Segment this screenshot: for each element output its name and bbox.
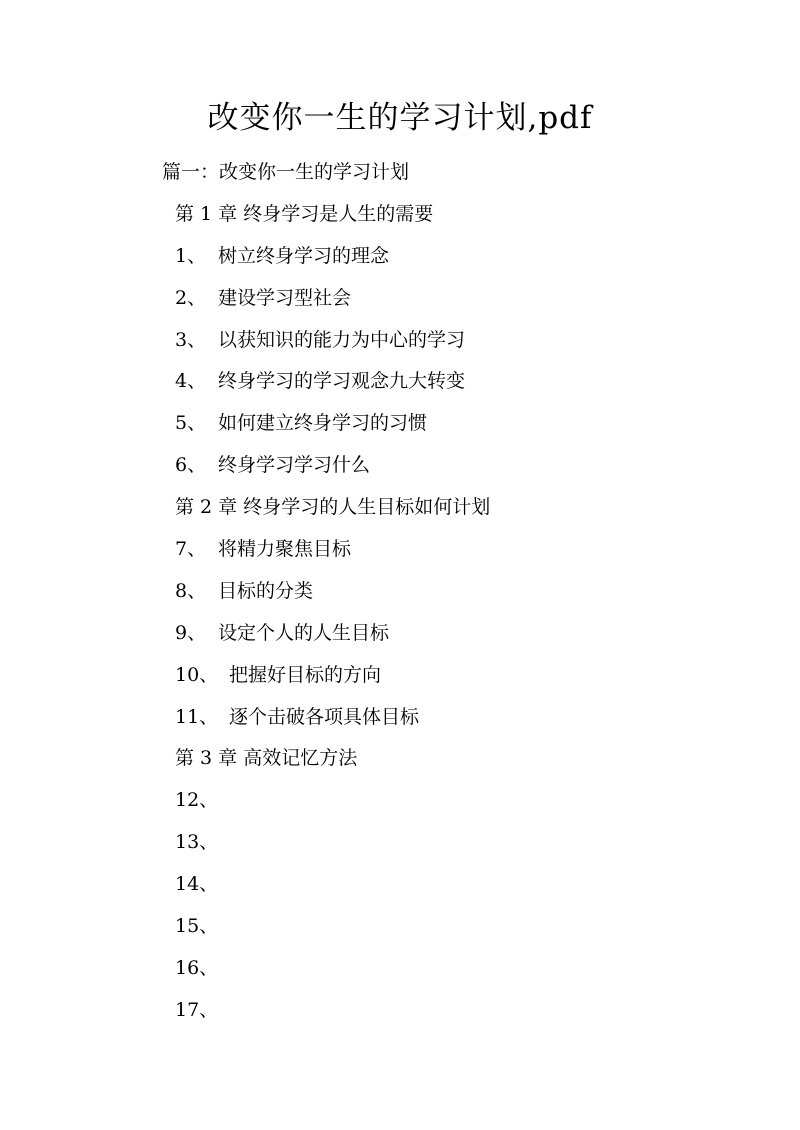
list-item [0, 906, 800, 948]
item-number: 8、 [175, 579, 207, 602]
chapter-heading-text: 第 3 章 高效记忆方法 [175, 747, 358, 770]
list-item [0, 990, 800, 1032]
list-item [0, 613, 800, 655]
item-number: 16、 [175, 956, 219, 979]
item-number: 5、 [175, 412, 207, 435]
item-number: 9、 [175, 621, 207, 644]
list-item [0, 780, 800, 822]
item-text: 把握好目标的方向 [229, 663, 382, 686]
list-item [0, 571, 800, 613]
item-text: 终身学习学习什么 [218, 454, 371, 477]
item-text: 树立终身学习的理念 [218, 244, 390, 267]
list-item [0, 864, 800, 906]
item-number: 4、 [175, 370, 207, 393]
list-item [0, 278, 800, 320]
list-item [0, 361, 800, 403]
item-number: 17、 [175, 998, 219, 1021]
item-text: 目标的分类 [218, 579, 314, 602]
item-text: 逐个击破各项具体目标 [229, 705, 420, 728]
item-number: 1、 [175, 244, 207, 267]
section-heading-text: 篇一：改变你一生的学习计划 [162, 161, 410, 183]
table-of-contents [0, 152, 800, 1032]
list-item [0, 697, 800, 739]
chapter-heading-2 [0, 487, 800, 529]
item-number: 13、 [175, 831, 219, 854]
list-item [0, 948, 800, 990]
chapter-heading-3 [0, 738, 800, 780]
item-text: 以获知识的能力为中心的学习 [218, 328, 466, 351]
section-heading [0, 152, 800, 194]
item-number: 2、 [175, 286, 207, 309]
list-item [0, 236, 800, 278]
item-text: 建设学习型社会 [218, 286, 352, 309]
list-item [0, 822, 800, 864]
chapter-heading-text: 第 1 章 终身学习是人生的需要 [175, 202, 434, 225]
list-item [0, 529, 800, 571]
item-number: 10、 [175, 663, 219, 686]
item-number: 11、 [175, 705, 219, 728]
item-number: 7、 [175, 538, 207, 561]
item-number: 15、 [175, 915, 219, 938]
list-item [0, 320, 800, 362]
item-text: 将精力聚焦目标 [218, 538, 352, 561]
chapter-heading-text: 第 2 章 终身学习的人生目标如何计划 [175, 496, 491, 519]
item-number: 14、 [175, 873, 219, 896]
item-text: 如何建立终身学习的习惯 [218, 412, 428, 435]
item-number: 3、 [175, 328, 207, 351]
document-title: 改变你一生的学习计划,pdf [207, 100, 593, 136]
item-number: 12、 [175, 789, 219, 812]
chapter-heading-1 [0, 194, 800, 236]
item-text: 终身学习的学习观念九大转变 [218, 370, 466, 393]
list-item [0, 655, 800, 697]
list-item [0, 445, 800, 487]
item-number: 6、 [175, 454, 207, 477]
list-item [0, 403, 800, 445]
item-text: 设定个人的人生目标 [218, 621, 390, 644]
